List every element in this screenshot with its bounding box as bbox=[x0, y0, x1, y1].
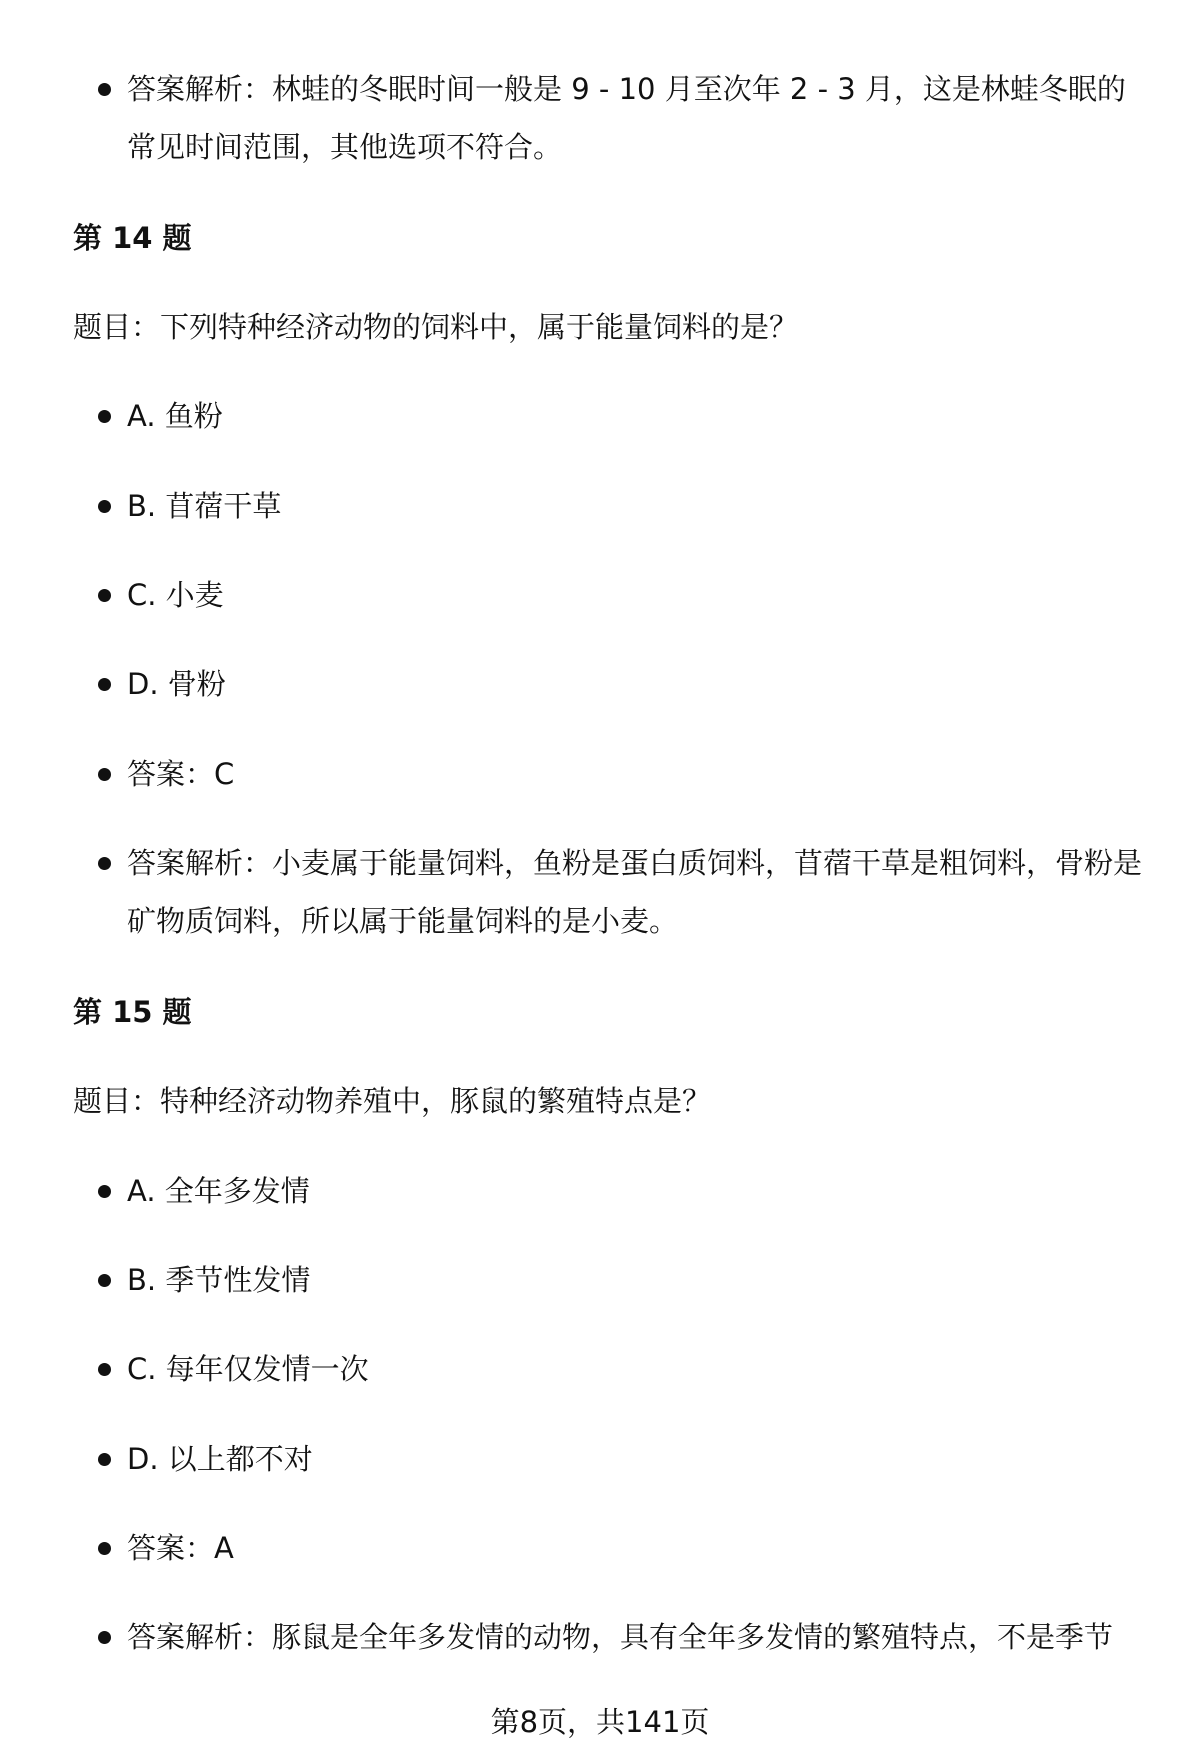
q15-option-d-label: D. 以上都不对 bbox=[127, 1442, 313, 1476]
bullet-dot bbox=[98, 1542, 111, 1555]
bullet-dot bbox=[98, 768, 111, 781]
q15-option-c bbox=[73, 1340, 1143, 1398]
q14-answer bbox=[73, 745, 1143, 803]
q14-explanation: 答案解析：小麦属于能量饲料，鱼粉是蛋白质饲料，苜蓿干草是粗饲料，骨粉是矿物质饲料，所以属于能量饲料的是小麦。 bbox=[127, 846, 1143, 938]
bullet-dot bbox=[98, 500, 111, 513]
q14-option-a-label: A. 鱼粉 bbox=[127, 399, 223, 433]
bullet-dot bbox=[98, 1631, 111, 1644]
q13-explanation: 答案解析：林蛙的冬眠时间一般是 9 - 10 月至次年 2 - 3 月，这是林蛙冬眠的常见时间范围，其他选项不符合。 bbox=[127, 72, 1126, 164]
q14-explanation-item bbox=[73, 834, 1143, 950]
q14-answer-label: 答案：C bbox=[127, 757, 235, 791]
q15-answer-label: 答案：A bbox=[127, 1531, 234, 1565]
q15-question: 题目：特种经济动物养殖中，豚鼠的繁殖特点是？ bbox=[73, 1084, 712, 1118]
q14-heading: 第 14 题 bbox=[73, 221, 192, 255]
q14-question: 题目：下列特种经济动物的饲料中，属于能量饲料的是？ bbox=[73, 310, 799, 344]
q14-option-b bbox=[73, 477, 1143, 535]
q14-option-c-label: C. 小麦 bbox=[127, 578, 224, 612]
q14-option-d bbox=[73, 655, 1143, 713]
q14-option-c bbox=[73, 566, 1143, 624]
page-footer: 第8页，共141页 bbox=[490, 1705, 710, 1739]
q15-option-b bbox=[73, 1251, 1143, 1309]
q15-explanation-item bbox=[73, 1608, 1143, 1666]
q15-option-a bbox=[73, 1162, 1143, 1220]
q15-option-c-label: C. 每年仅发情一次 bbox=[127, 1352, 369, 1386]
q15-option-d bbox=[73, 1430, 1143, 1488]
q14-option-a bbox=[73, 387, 1143, 445]
q15-explanation: 答案解析：豚鼠是全年多发情的动物，具有全年多发情的繁殖特点，不是季节 bbox=[127, 1620, 1114, 1654]
bullet-dot bbox=[98, 589, 111, 602]
bullet-dot bbox=[98, 410, 111, 423]
bullet-dot bbox=[98, 83, 111, 96]
q13-explanation-item bbox=[73, 60, 1143, 176]
q14-option-d-label: D. 骨粉 bbox=[127, 667, 226, 701]
bullet-dot bbox=[98, 1274, 111, 1287]
bullet-dot bbox=[98, 678, 111, 691]
q15-answer bbox=[73, 1519, 1143, 1577]
bullet-dot bbox=[98, 1363, 111, 1376]
bullet-dot bbox=[98, 1453, 111, 1466]
q15-option-a-label: A. 全年多发情 bbox=[127, 1174, 310, 1208]
q14-option-b-label: B. 苜蓿干草 bbox=[127, 489, 282, 523]
q15-heading: 第 15 题 bbox=[73, 995, 192, 1029]
q15-option-b-label: B. 季节性发情 bbox=[127, 1263, 311, 1297]
bullet-dot bbox=[98, 1185, 111, 1198]
bullet-dot bbox=[98, 857, 111, 870]
